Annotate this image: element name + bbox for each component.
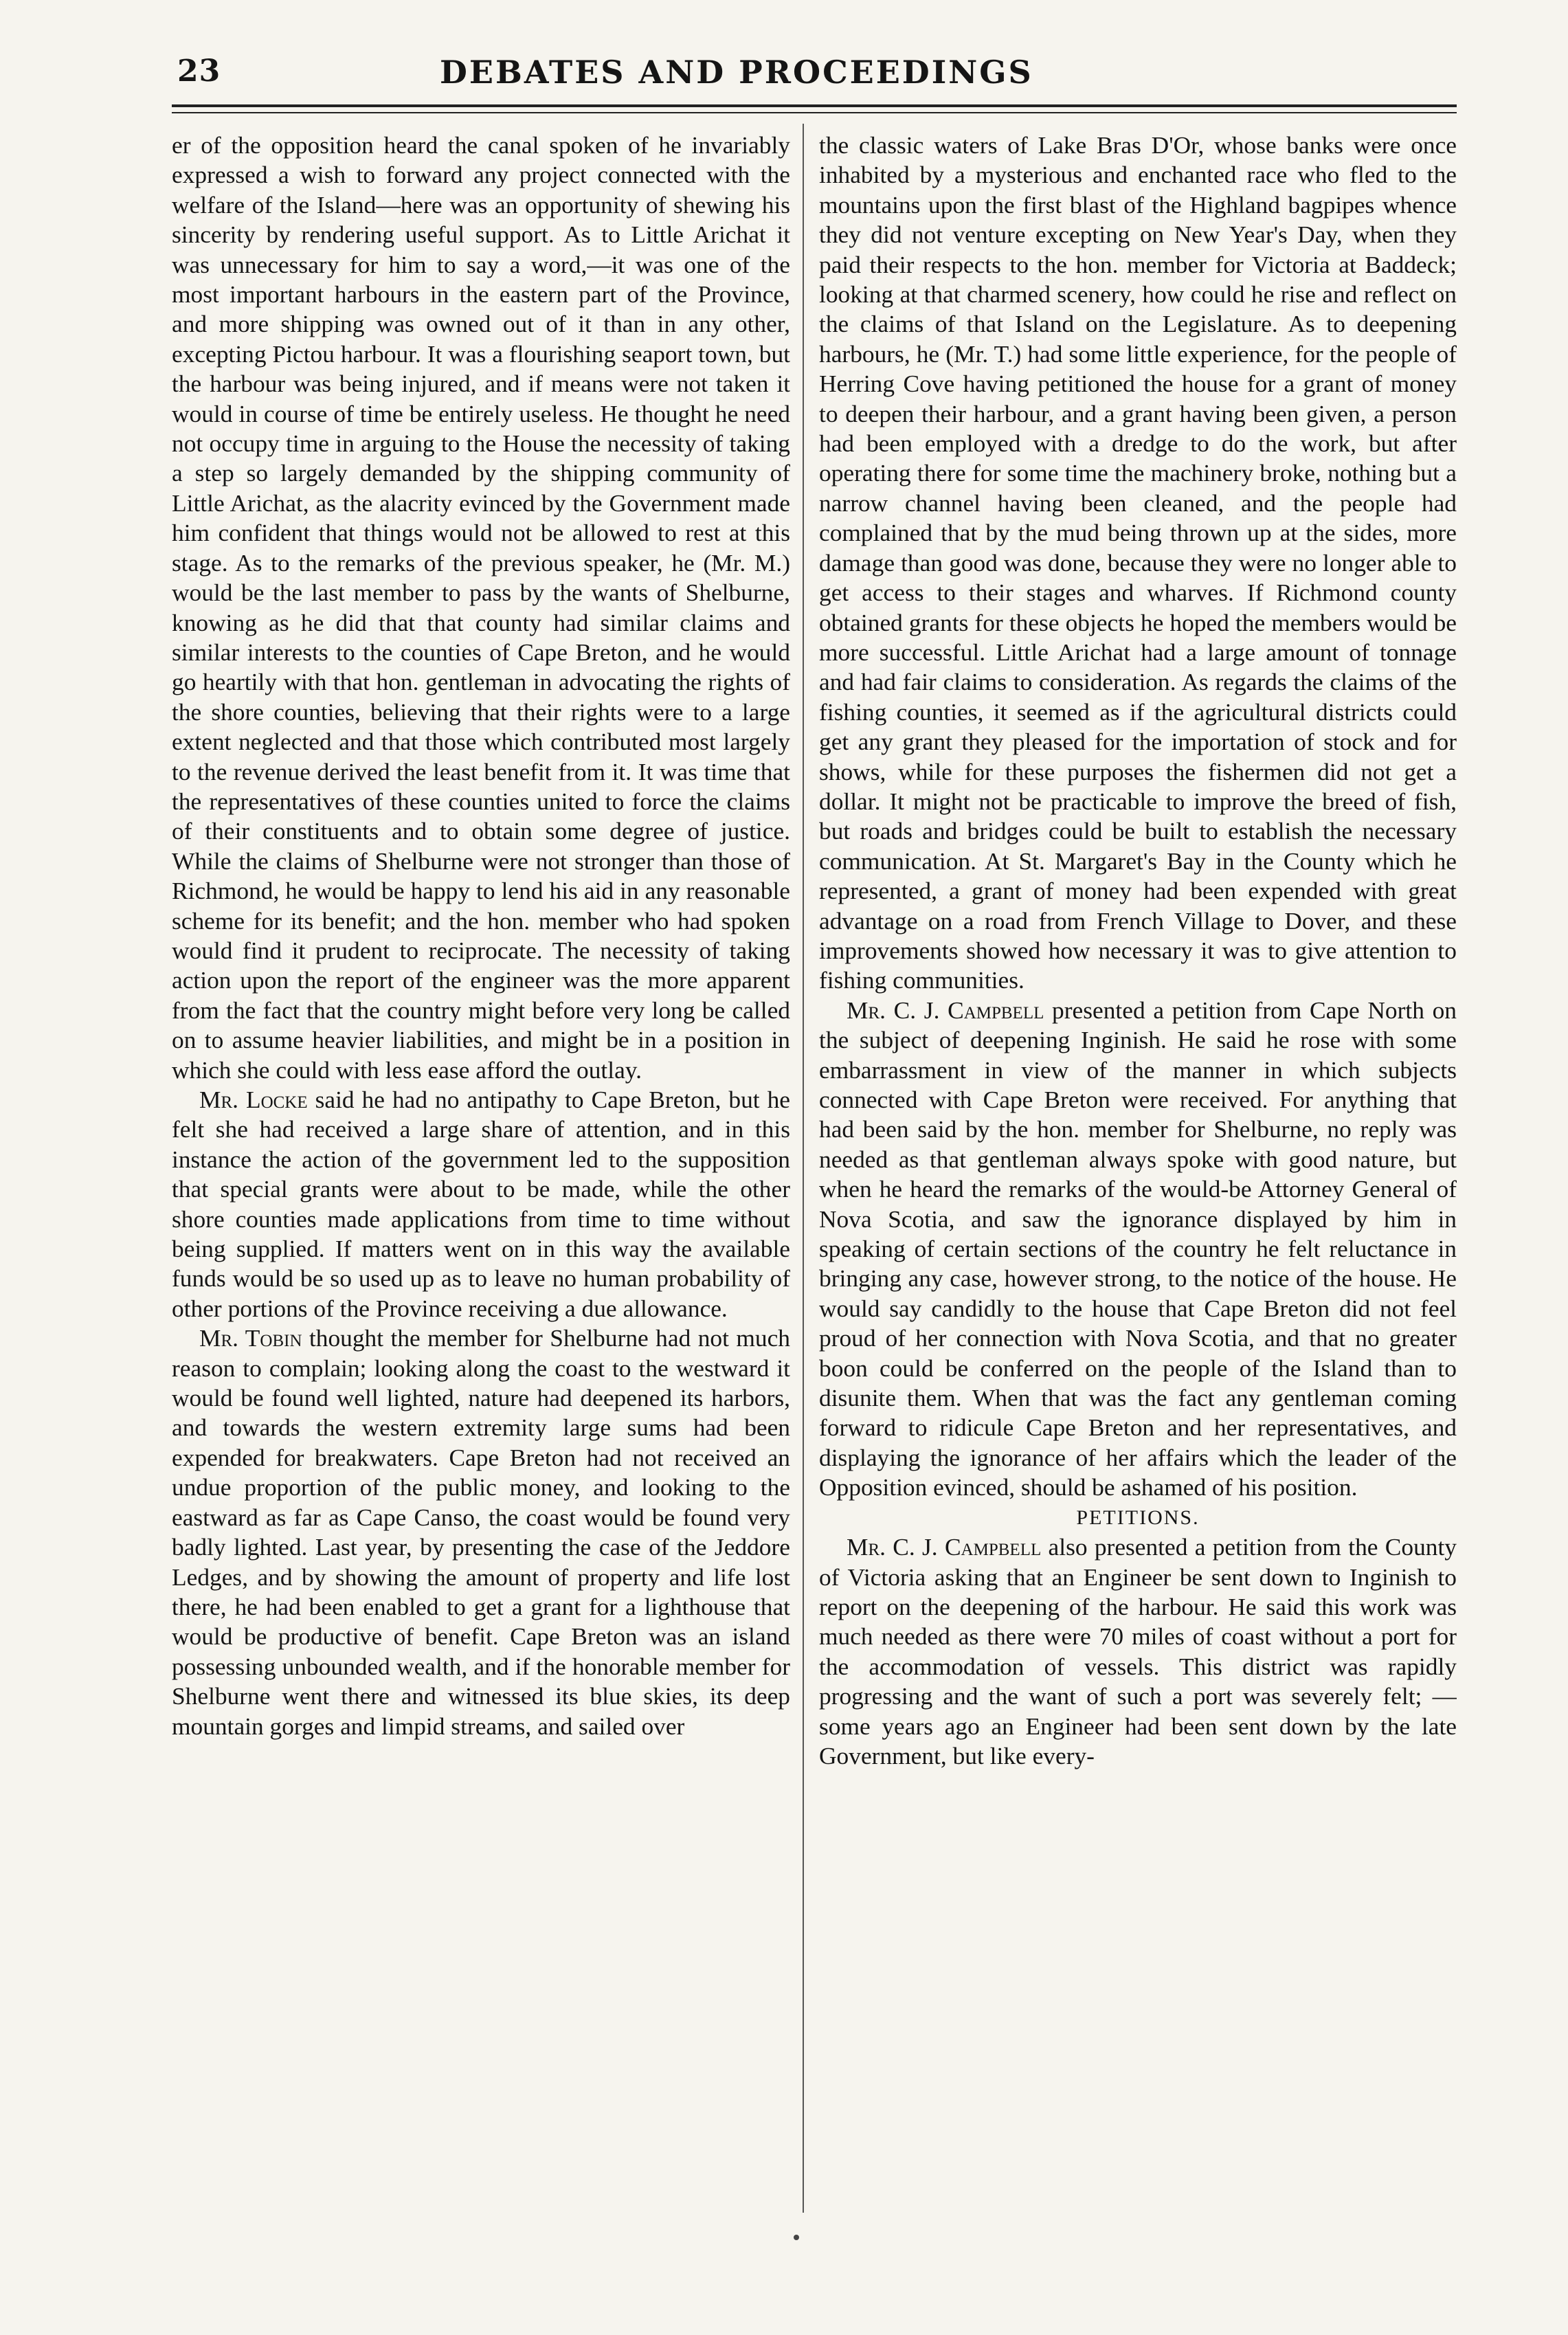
footer-mark bbox=[794, 2235, 799, 2240]
column-divider bbox=[803, 124, 804, 2213]
left-paragraph-2 bbox=[172, 1085, 790, 1323]
left-paragraph-3 bbox=[172, 1323, 790, 1741]
speaker-name: Mr. Locke bbox=[199, 1086, 308, 1113]
section-heading-petitions: PETITIONS. bbox=[1076, 1506, 1200, 1529]
speaker-name: Mr. Tobin bbox=[199, 1324, 302, 1352]
right-column bbox=[819, 131, 1457, 2220]
header-rule-thin bbox=[172, 112, 1457, 113]
speech-text: thought the member for Shelburne had not much reason to complain; looking along the coast to the westward it would be found well lighted, nature had deepened its harbors, and towards the western extremity large sums had been expended for breakwaters. Cape Breton had not received an undue proportion of the public money, and looking to the eastward as far as Cape Canso, the coast would be found very badly lighted. Last year, by presenting the case of the Jeddore Ledges, and by showing the amount of property and life lost there, he had been enabled to get a grant for a lighthouse that would be productive of benefit. Cape Breton was an island possessing unbounded wealth, and if the honorable member for Shelburne went there and witnessed its blue skies, its deep mountain gorges and limpid streams, and sailed over bbox=[172, 1324, 790, 1740]
speaker-name: Mr. C. J. Campbell bbox=[847, 996, 1044, 1024]
right-paragraph-3 bbox=[819, 1532, 1457, 1771]
speaker-name: Mr. C. J. Campbell bbox=[847, 1533, 1042, 1561]
speech-text: said he had no antipathy to Cape Breton, but he felt she had received a large share of attention, and in this instance the action of the government led to the supposition that special grants were about to be made, while the other shore counties made applications from time to time without being supplied. If matters went on in this way the available funds would be so used up as to leave no human probability of other portions of the Province receiving a due allowance. bbox=[172, 1086, 790, 1322]
page-number: 23 bbox=[177, 54, 221, 89]
right-paragraph-1: the classic waters of Lake Bras D'Or, whose banks were once inhabited by a mysterious and enchanted race who fled to the mountains upon the first blast of the Highland bagpipes whence they did not venture excepting on New Year's Day, when they paid their respects to the hon. member for Victoria at Baddeck; looking at that charmed scenery, how could he rise and reflect on the claims of that Island on the Legislature. As to deepening harbours, he (Mr. T.) had some little experience, for the people of Herring Cove having petitioned the house for a grant of money to deepen their harbour, and a grant having been given, a person had been employed with a dredge to do the work, but after operating there for some time the machinery broke, nothing but a narrow channel having been cleaned, and the people had complained that by the mud being thrown up at the sides, more damage than good was done, because they were no longer able to get access to their stages and wharves. If Richmond county obtained grants for these objects he hoped the members would be more successful. Little Arichat had a large amount of tonnage and had fair claims to consideration. As regards the claims of the fishing counties, it seemed as if the agricultural districts could get any grant they pleased for the importation of stock and for shows, while for these purposes the fishermen did not get a dollar. It might not be practicable to improve the breed of fish, but roads and bridges could be built to establish the necessary communication. At St. Margaret's Bay in the County which he represented, a grant of money had been expended with great advantage on a road from French Village to Dover, and these improvements showed how necessary it was to give attention to fishing communities. bbox=[819, 131, 1457, 994]
left-paragraph-1: er of the opposition heard the canal spoken of he invariably expressed a wish to forward any project connected with the welfare of the Island—here was an opportunity of shewing his sincerity by rendering useful support. As to Little Arichat it was unnecessary for him to say a word,—it was one of the most important harbours in the eastern part of the Province, and more shipping was owned out of it than in any other, excepting Pictou harbour. It was a flourishing seaport town, but the harbour was being injured, and if means were not taken it would in course of time be entirely useless. He thought he need not occupy time in arguing to the House the necessity of taking a step so largely demanded by the shipping community of Little Arichat, as the alacrity evinced by the Government made him confident that things would not be allowed to rest at this stage. As to the remarks of the previous speaker, he (Mr. M.) would be the last member to pass by the wants of Shelburne, knowing as he did that that county had similar claims and similar interests to the counties of Cape Breton, and he would go heartily with that hon. gentleman in advocating the rights of the shore counties, believing that their rights were to a large extent neglected and that those which contributed most largely to the revenue derived the least benefit from it. It was time that the representatives of these counties united to force the claims of their constituents and to obtain some degree of justice. While the claims of Shelburne were not stronger than those of Richmond, he would be happy to lend his aid in any reasonable scheme for its benefit; and the hon. member who had spoken would find it prudent to reciprocate. The necessity of taking action upon the report of the engineer was the more apparent from the fact that the country might before very long be called on to assume heavier liabilities, and might be in a position in which she could with less ease afford the outlay. bbox=[172, 131, 790, 1084]
running-title: DEBATES AND PROCEEDINGS bbox=[440, 54, 1033, 91]
right-paragraph-2 bbox=[819, 996, 1457, 1503]
speech-text: also presented a petition from the County of Victoria asking that an Engineer be sent down to Inginish to report on the deepening of the harbour. He said this work was much needed as there were 70 miles of coast without a port for the accommodation of vessels. This district was rapidly progressing and the want of such a port was severely felt; —some years ago an Engineer had been sent down by the late Government, but like every- bbox=[819, 1533, 1457, 1769]
header-rule-thick bbox=[172, 104, 1457, 107]
speech-text: presented a petition from Cape North on the subject of deepening Inginish. He said he rose with some embarrassment in view of the manner in which subjects connected with Cape Breton were received. For anything that had been said by the hon. member for Shelburne, no reply was needed as that gentleman always spoke with good nature, but when he heard the remarks of the would-be Attorney General of Nova Scotia, and saw the ignorance displayed by him in speaking of certain sections of the country he felt reluctance in bringing any case, however strong, to the notice of the house. He would say candidly to the house that Cape Breton did not feel proud of her connection with Nova Scotia, and that no greater boon could be conferred on the people of the Island than to disunite them. When that was the fact any gentleman coming forward to ridicule Cape Breton and her representatives, and displaying the ignorance of her affairs which the leader of the Opposition evinced, should be ashamed of his position. bbox=[819, 996, 1457, 1501]
left-column bbox=[172, 131, 790, 2220]
